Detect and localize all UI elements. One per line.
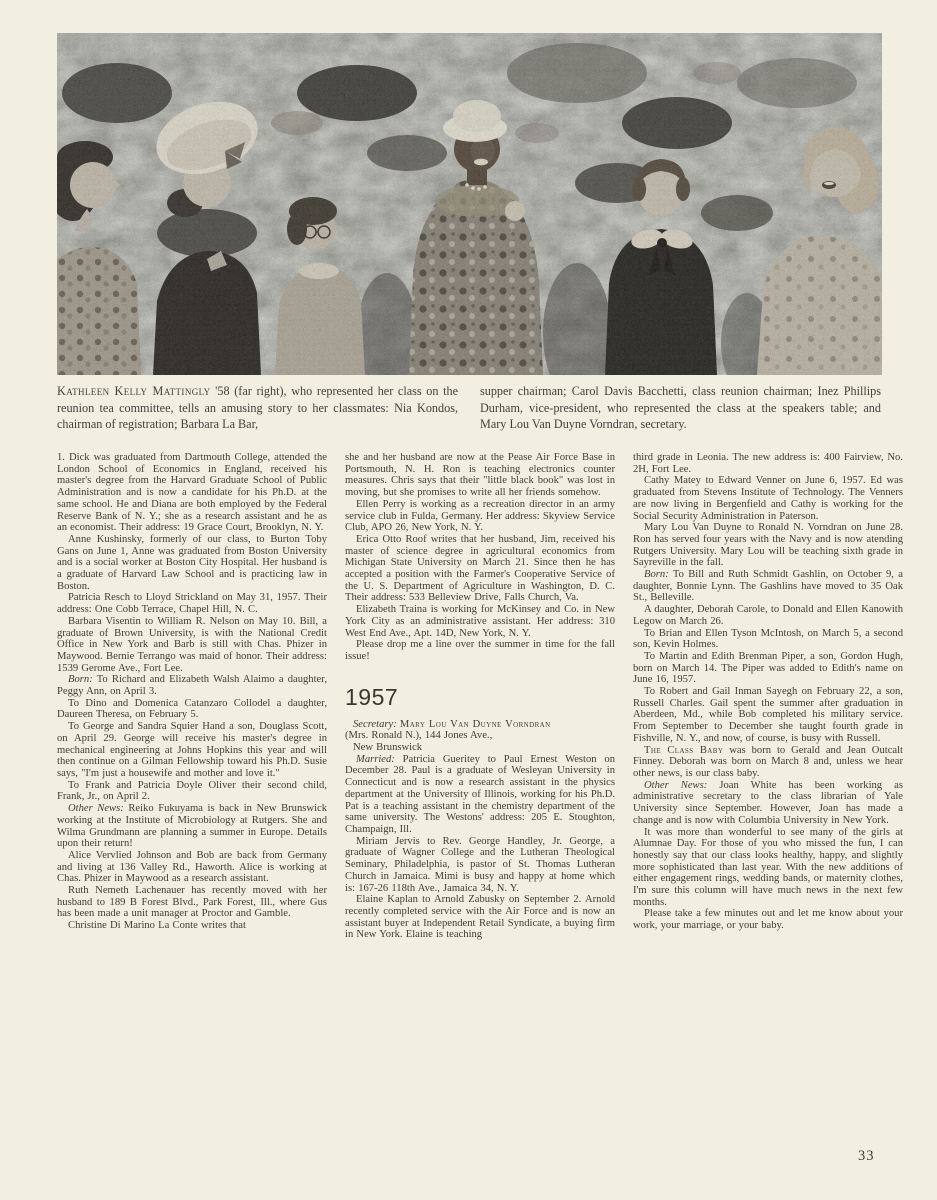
text-segment: Born:	[68, 674, 93, 686]
paragraph	[633, 780, 903, 827]
paragraph	[633, 604, 903, 627]
paragraph	[345, 836, 615, 895]
paragraph	[633, 686, 903, 745]
text-segment: Other News:	[644, 779, 708, 791]
secretary-line	[345, 719, 615, 731]
paragraph	[633, 651, 903, 686]
photo-caption	[57, 383, 882, 433]
text-segment: The Class Baby	[644, 744, 724, 756]
text-segment: To Dino and Domenica Catanzaro Collodel a daughter, Daureen Theresa, on February 5.	[57, 697, 327, 721]
text-segment: '58 (far right), who represented her class on the reunion tea committee, tells an amusing story to her classmates: Nia Kondos, chairman of registration; Barbara La Bar,	[57, 384, 458, 432]
text-segment: Elizabeth Traina is working for McKinsey and Co. in New York City as an administrative assistant. Her address: 310 West End Ave., Apt. 14D, New York, N. Y.	[345, 604, 615, 639]
text-segment: Erica Otto Roof writes that her husband, Jim, received his master of science degree in agricultural economics from Michigan State University on March 21. Since then he has accepted a position with the Farmer's Cooperative Service of the U. S. Department of Agriculture in Washington, D. C. Their address: 533 Belleview Drive, Falls Church, Va.	[345, 533, 615, 604]
text-segment: 1. Dick was graduated from Dartmouth College, attended the London School of Economics in England, received his master's degree from the Harvard Graduate School of Public Administration and is now a candidate for his Ph.D. at the same school. He and Diana are both employed by the Federal Reserve Bank of N. Y.; she as a research assistant and he as an economist. Their address: 19 Grace Court, Brooklyn, N. Y.	[57, 452, 327, 534]
text-segment: Please drop me a line over the summer in time for the fall issue!	[345, 639, 615, 662]
paragraph	[57, 452, 327, 534]
text-segment: was born to Gerald and Jean Outcalt Finney. Deborah was born on March 8 and, unless we hear other news, is our class baby.	[633, 744, 903, 779]
text-segment: Anne Kushinsky, formerly of our class, to Burton Toby Gans on June 1, Anne was graduated from Boston University and is a social worker at Boston City Hospital. Her husband is a graduate of Harvard Law School and is practicing law in Boston.	[57, 533, 327, 592]
text-segment: she and her husband are now at the Pease Air Force Base in Portsmouth, N. H. Ron is teaching electronics counter measures. Chris says that their "little black book" was lost in moving, but she promises to write all her friends somehow.	[345, 452, 615, 499]
text-segment: Reiko Fukuyama is back in New Brunswick working at the Institute of Microbiology at Rutgers. She and Wilma Grundmann are planning a summer in Europe. Details upon their return!	[57, 803, 327, 850]
class-year-heading: 1957	[345, 683, 399, 710]
paragraph	[57, 803, 327, 850]
paragraph	[345, 639, 615, 662]
text-segment: (Mrs. Ronald N.), 144 Jones Ave.,	[345, 730, 493, 742]
paragraph	[345, 754, 615, 836]
article-columns	[57, 452, 903, 941]
text-segment: Kathleen Kelly Mattingly	[57, 384, 211, 398]
text-segment: Joan White has been working as administrative secretary to the class librarian of Yale University since September. However, Joan has made a change and is now with Columbia University in New York.	[633, 779, 903, 826]
text-segment: A daughter, Deborah Carole, to Donald and Ellen Kanowith Legow on March 26.	[633, 604, 903, 627]
text-segment: Patricia Gueritey to Paul Ernest Weston on December 28. Paul is a graduate of Wesleyan University in Connecticut and is now a research assistant in the physics department at the University of Illinois, working for his Ph.D. Pat is a teaching assistant in the chemistry department of the same university. The Westons' address: 205 E. Stoughton, Champaign, Ill.	[345, 753, 615, 835]
secretary-line	[345, 742, 615, 754]
paragraph	[57, 616, 327, 675]
text-segment: New Brunswick	[353, 742, 423, 754]
paragraph	[57, 721, 327, 780]
paragraph	[345, 534, 615, 604]
text-segment: To Richard and Elizabeth Walsh Alaimo a daughter, Peggy Ann, on April 3.	[57, 674, 327, 698]
text-segment: Born:	[644, 569, 669, 581]
class-photo-illustration	[57, 33, 882, 375]
paragraph	[57, 885, 327, 920]
paragraph	[345, 499, 615, 534]
paragraph	[633, 569, 903, 604]
text-segment: Barbara Visentin to William R. Nelson on May 10. Bill, a graduate of Brown University, is with the National Credit Office in New York and Barb is still with Chas. Phizer in Maywood. Bernie Terrango was maid of honor. Their address: 1539 Gerome Ave., Fort Lee.	[57, 615, 327, 674]
text-segment: Mary Lou Van Duyne to Ronald N. Vorndran on June 28. Ron has served four years with the Navy and is now atending Rutgers University. Mary Lou will be teaching sixth grade in Sayreville in the fall.	[633, 522, 903, 569]
text-segment: Ellen Perry is working as a recreation director in an army service club in Fulda, Germany. Her address: Skyview Service Club, APO 26, New York, N. Y.	[345, 498, 615, 534]
text-segment: Miriam Jervis to Rev. George Handley, Jr. George, a graduate of Wagner College and the Lutheran Theological Seminary, Philadelphia, is pastor of St. Thomas Lutheran Church in Jamaica. Mimi is busy and happy at home which is: 167-26 118th Ave., Jamaica 34, N. Y.	[345, 835, 615, 894]
paragraph	[57, 698, 327, 721]
text-column-1	[57, 452, 327, 941]
text-segment: Patricia Resch to Lloyd Strickland on May 31, 1957. Their address: One Cobb Terrace, Chapel Hill, N. C.	[57, 592, 327, 616]
page-number: 33	[858, 1148, 875, 1164]
class-reunion-photo	[57, 33, 882, 375]
paragraph	[57, 780, 327, 803]
paragraph	[57, 850, 327, 885]
text-segment: To Robert and Gail Inman Sayegh on February 22, a son, Russell Charles. Gail spent the summer after graduation in Aberdeen, Md., while Bob completed his military service. From September to December she taught fourth grade in Fishville, N. Y., and now, of course, is busy with Russell.	[633, 686, 903, 744]
text-column-3	[633, 452, 903, 941]
text-segment: Elaine Kaplan to Arnold Zabusky on September 2. Arnold recently completed service with the Air Force and is now an assistant buyer at Independent Retail Syndicate, a buying firm in New York. Elaine is teaching	[345, 894, 615, 941]
secretary-block	[345, 719, 615, 754]
photo-caption-right	[480, 383, 881, 433]
paragraph	[57, 534, 327, 593]
paragraph	[633, 745, 903, 780]
text-segment: To Martin and Edith Brenman Piper, a son, Gordon Hugh, born on March 14. The Piper was added to Edith's name on June 16, 1957.	[633, 650, 903, 686]
paragraph	[633, 522, 903, 569]
text-segment: Alice Vervlied Johnson and Bob are back from Germany and living at 136 Valley Rd., Haworth. Alice is working at Chas. Phizer in Maywood as a research assistant.	[57, 849, 327, 885]
paragraph	[633, 452, 903, 475]
text-segment: To George and Sandra Squier Hand a son, Douglass Scott, on April 29. George will receive his master's degree in mechanical engineering at Johns Hopkins this year and will then continue on a Gilman Fellowship toward his Ph.D. Susie says, "I'm just a housewife and mother and love it."	[57, 721, 327, 779]
secretary-line	[345, 730, 615, 742]
paragraph	[345, 452, 615, 499]
text-segment: third grade in Leonia. The new address is: 400 Fairview, No. 2H, Fort Lee.	[633, 452, 903, 475]
text-segment: Please take a few minutes out and let me know about your work, your marriage, or your baby.	[633, 908, 903, 932]
text-segment: It was more than wonderful to see many of the girls at Alumnae Day. For those of you who missed the fun, I can honestly say that our class looks healthy, happy, and slightly more sophisticated than last year. With the new additions of either engagement rings, wedding bands, or maternity clothes, I'm sure this column will have much news in the next few months.	[633, 826, 903, 908]
text-segment: Secretary:	[353, 718, 400, 730]
text-segment: Married:	[356, 753, 395, 765]
paragraph	[345, 604, 615, 639]
photo-caption-left	[57, 383, 458, 433]
paragraph	[57, 920, 327, 932]
text-segment: To Frank and Patricia Doyle Oliver their second child, Frank, Jr., on April 2.	[57, 779, 327, 803]
text-segment: To Bill and Ruth Schmidt Gashlin, on October 9, a daughter, Bonnie Lynn. The Gashlins have moved to 35 Oak St., Belleville.	[633, 569, 903, 604]
text-segment: Mary Lou Van Duyne Vorndran	[399, 718, 551, 730]
text-segment: Cathy Matey to Edward Venner on June 6, 1957. Ed was graduated from Stevens Institute of Technology. The Venners are now living in Bergenfield and Cathy is working for the Social Security Administration in Paterson.	[633, 475, 903, 522]
paragraph	[345, 894, 615, 941]
text-column-2	[345, 452, 615, 941]
text-segment: Ruth Nemeth Lachenauer has recently moved with her husband to 189 B Forest Blvd., Park Forest, Ill., where Gus has been made a unit manager at Proctor and Gamble.	[57, 885, 327, 920]
text-segment: supper chairman; Carol Davis Bacchetti, class reunion chairman; Inez Phillips Durham, vice-president, who represented the class at the speakers table; and Mary Lou Van Duyne Vorndran, secretary.	[480, 384, 881, 432]
paragraph	[57, 592, 327, 615]
text-segment: Other News:	[68, 803, 124, 815]
text-segment: Christine Di Marino La Conte writes that	[68, 920, 246, 932]
text-segment: To Brian and Ellen Tyson McIntosh, on March 5, a second son, Kevin Holmes.	[633, 627, 903, 651]
paragraph	[633, 827, 903, 909]
paragraph	[633, 628, 903, 651]
paragraph	[633, 475, 903, 522]
paragraph	[633, 908, 903, 931]
paragraph	[57, 674, 327, 697]
